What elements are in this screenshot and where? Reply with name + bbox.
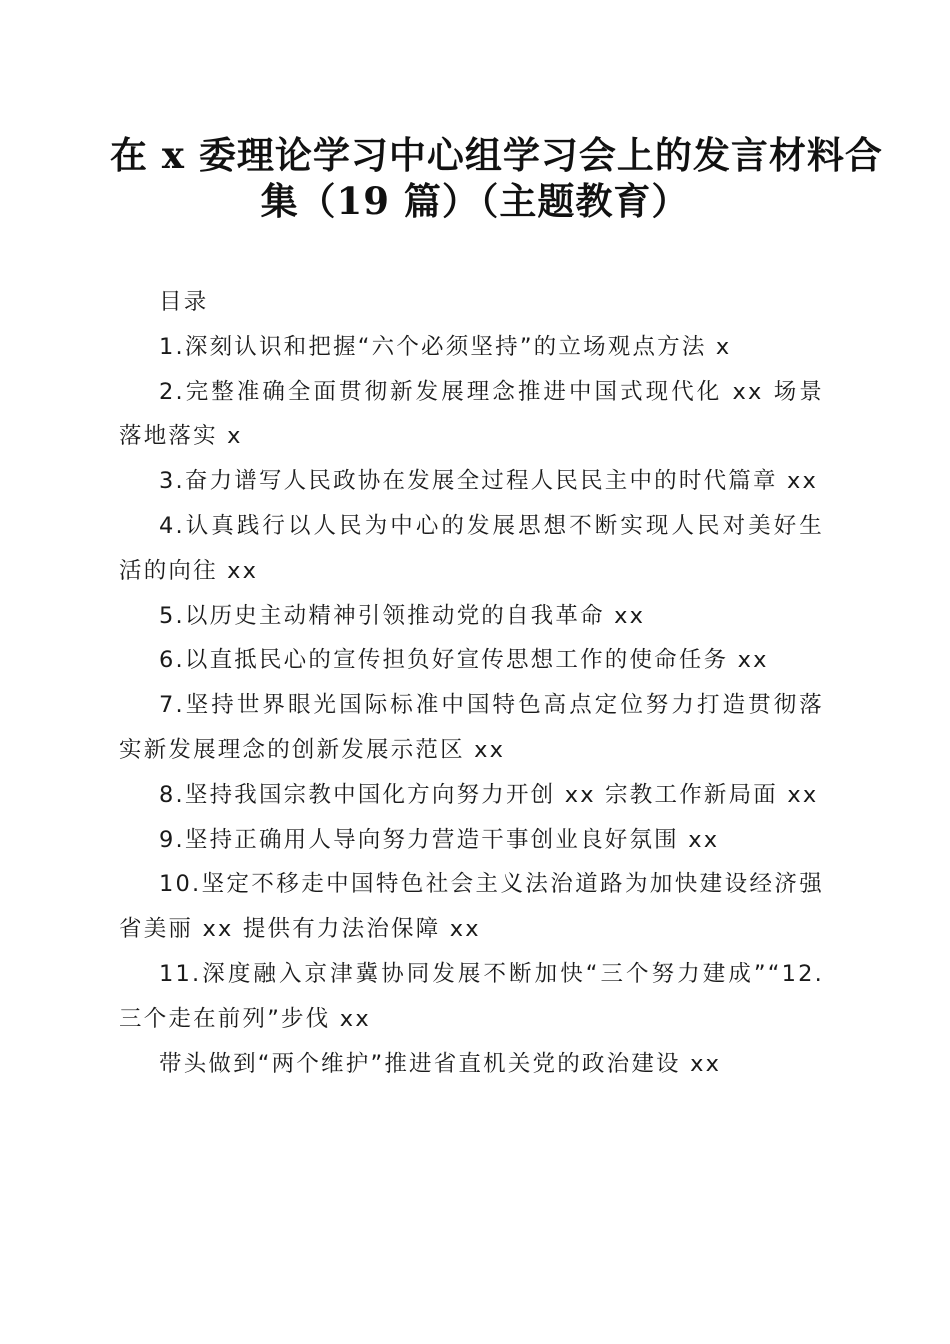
title-line-1: 在 x 委理论学习中心组学习会上的发言材料合: [110, 133, 883, 177]
title-line-2: 集（19 篇）（主题教育）: [260, 179, 690, 223]
toc-item-1: 1.深刻认识和把握“六个必须坚持”的立场观点方法 x: [159, 333, 732, 360]
toc-item-11: 11.深度融入京津冀协同发展不断加快“三个努力建成”“12.三个走在前列”步伐 xx: [119, 960, 824, 1032]
toc-item-9: 9.坚持正确用人导向努力营造干事创业良好氛围 xx: [159, 826, 720, 853]
toc-item-2: 2.完整准确全面贯彻新发展理念推进中国式现代化 xx 场景落地落实 x: [119, 378, 824, 450]
toc-item-4: 4.认真践行以人民为中心的发展思想不断实现人民对美好生活的向往 xx: [119, 512, 824, 584]
toc-item-3: 3.奋力谱写人民政协在发展全过程人民民主中的时代篇章 xx: [159, 468, 819, 495]
toc-item-8: 8.坚持我国宗教中国化方向努力开创 xx 宗教工作新局面 xx: [159, 781, 819, 808]
document-title: [110, 132, 883, 224]
table-of-contents: [119, 280, 824, 1086]
toc-heading: 目录: [159, 289, 209, 315]
toc-item-7: 7.坚持世界眼光国际标准中国特色高点定位努力打造贯彻落实新发展理念的创新发展示范区 xx: [119, 692, 824, 763]
toc-item-12: 带头做到“两个维护”推进省直机关党的政治建设 xx: [159, 1050, 722, 1077]
toc-item-6: 6.以直抵民心的宣传担负好宣传思想工作的使命任务 xx: [159, 647, 769, 674]
toc-item-5: 5.以历史主动精神引领推动党的自我革命 xx: [159, 602, 646, 629]
toc-item-10: 10.坚定不移走中国特色社会主义法治道路为加快建设经济强省美丽 xx 提供有力法治保障 xx: [119, 871, 824, 943]
